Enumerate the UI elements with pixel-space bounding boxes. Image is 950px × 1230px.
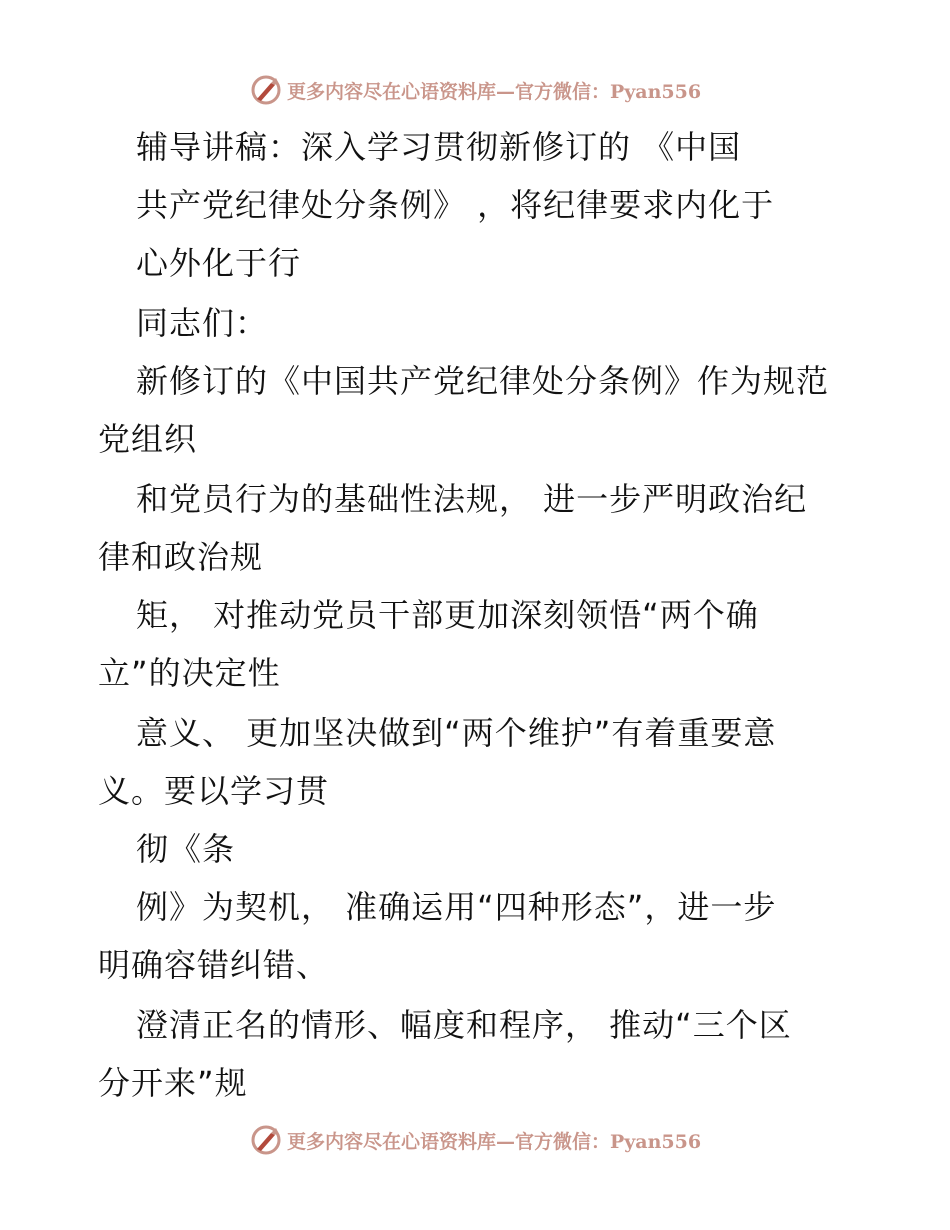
- text-line: 共产党纪律处分条例》 ，将纪律要求内化于: [136, 186, 775, 224]
- text-line: 矩， 对推动党员干部更加深刻领悟“两个确: [136, 596, 759, 634]
- text-line: 分开来”规: [98, 1064, 248, 1102]
- text-line: 例》为契机， 准确运用“四种形态”，进一步: [136, 888, 777, 926]
- text-line: 立”的决定性: [98, 654, 281, 692]
- text-line: 党组织: [98, 420, 198, 458]
- watermark-text: 更多内容尽在心语资料库—官方微信：Pyan556: [286, 80, 702, 103]
- header-watermark: [0, 70, 950, 110]
- text-line: 义。要以学习贯: [98, 772, 330, 810]
- text-line: 澄清正名的情形、幅度和程序， 推动“三个区: [136, 1006, 792, 1044]
- footer-watermark: [0, 1120, 950, 1160]
- text-line: 明确容错纠错、: [98, 946, 330, 984]
- text-line: 同志们：: [136, 304, 269, 342]
- text-line: 辅导讲稿：深入学习贯彻新修订的 《中国: [136, 128, 742, 166]
- pen-logo-icon: [249, 73, 283, 107]
- pen-logo-icon: [249, 1123, 283, 1157]
- text-line: 意义、 更加坚决做到“两个维护”有着重要意: [136, 714, 777, 752]
- watermark-text: 更多内容尽在心语资料库—官方微信：Pyan556: [286, 1130, 702, 1153]
- text-line: 彻《条: [136, 830, 236, 868]
- text-line: 新修订的《中国共产党纪律处分条例》作为规范: [136, 362, 830, 400]
- text-line: 心外化于行: [136, 244, 302, 282]
- text-line: 和党员行为的基础性法规， 进一步严明政治纪: [136, 480, 808, 518]
- text-line: 律和政治规: [98, 538, 264, 576]
